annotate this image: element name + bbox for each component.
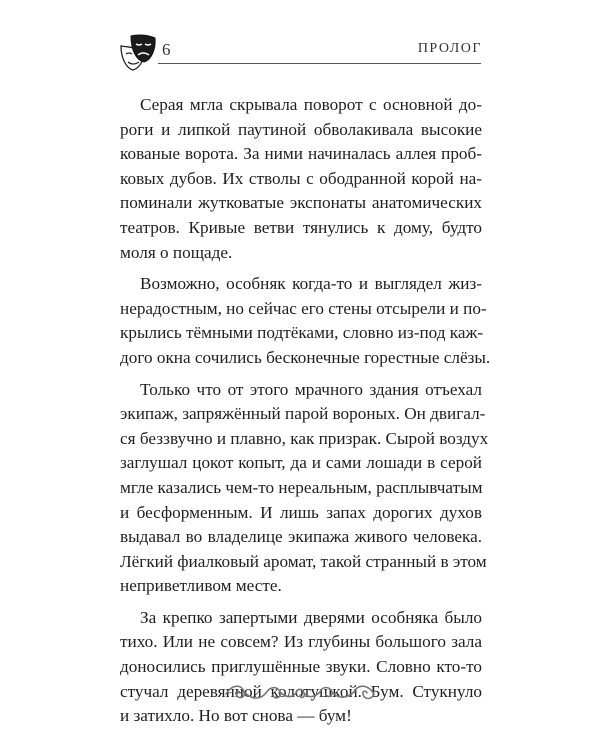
flourish-ornament-icon xyxy=(222,680,378,706)
text-line: Серая мгла скрывала поворот с основной до- xyxy=(140,95,482,114)
paragraph xyxy=(120,378,489,599)
text-line: ковых дубов. Их стволы с ободранной корой на- xyxy=(120,168,482,188)
text-line: ся беззвучно и плавно, как призрак. Сырой воздух xyxy=(120,428,489,448)
text-line: выдавал во владелице экипажа живого человека. xyxy=(120,527,482,547)
text-line: доносились приглушённые звуки. Словно кто-то xyxy=(120,657,482,677)
text-line: дого окна сочились бесконечные горестные слёзы. xyxy=(120,347,491,367)
body-text xyxy=(120,93,491,729)
paragraph xyxy=(120,606,482,729)
paragraph xyxy=(120,272,491,370)
paragraph-gap xyxy=(120,265,482,272)
text-line: мгле казались чем-то нереальным, расплывчатым xyxy=(120,477,483,497)
text-line: поминали жутковатые экспонаты анатомических xyxy=(120,193,482,213)
text-line: За крепко запертыми дверями особняка было xyxy=(140,607,482,627)
text-line: экипаж, запряжённый парой вороных. Он двигал- xyxy=(120,404,486,424)
text-line: нерадостным, но сейчас его стены отсырели и по- xyxy=(120,298,487,318)
theatre-masks-icon xyxy=(118,32,158,74)
chapter-title: ПРОЛОГ xyxy=(417,41,482,56)
text-line: и затихло. Но вот снова — бум! xyxy=(120,706,352,726)
text-line: Лёгкий фиалковый аромат, такой странный в этом xyxy=(120,551,487,571)
text-line: роги и липкой паутиной обволакивала высокие xyxy=(120,119,482,139)
text-line: моля о пощаде. xyxy=(120,242,233,262)
text-line: Возможно, особняк когда-то и выглядел жиз- xyxy=(140,274,482,294)
text-line: стучал деревянной колотушкой. Бум. Стукнуло xyxy=(120,681,482,701)
page-number: 6 xyxy=(162,40,171,59)
text-line: театров. Кривые ветви тянулись к дому, будто xyxy=(120,217,482,237)
text-line: и бесформенным. И лишь запах дорогих духов xyxy=(120,502,482,522)
text-line: неприветливом месте. xyxy=(120,576,282,596)
header-rule xyxy=(158,63,481,64)
paragraph-gap xyxy=(120,371,482,378)
paragraph-gap xyxy=(120,599,482,606)
page-header xyxy=(0,0,600,80)
text-line: крылись тёмными подтёками, словно из-под каж- xyxy=(120,323,484,343)
text-line: заглушал цокот копыт, да и сами лошади в серой xyxy=(120,453,482,473)
text-line: тихо. Или не совсем? Из глубины большого зала xyxy=(120,632,482,652)
text-line: кованые ворота. За ними начиналась аллея проб- xyxy=(120,144,482,164)
text-line: Только что от этого мрачного здания отъехал xyxy=(140,379,482,399)
paragraph xyxy=(120,93,482,265)
